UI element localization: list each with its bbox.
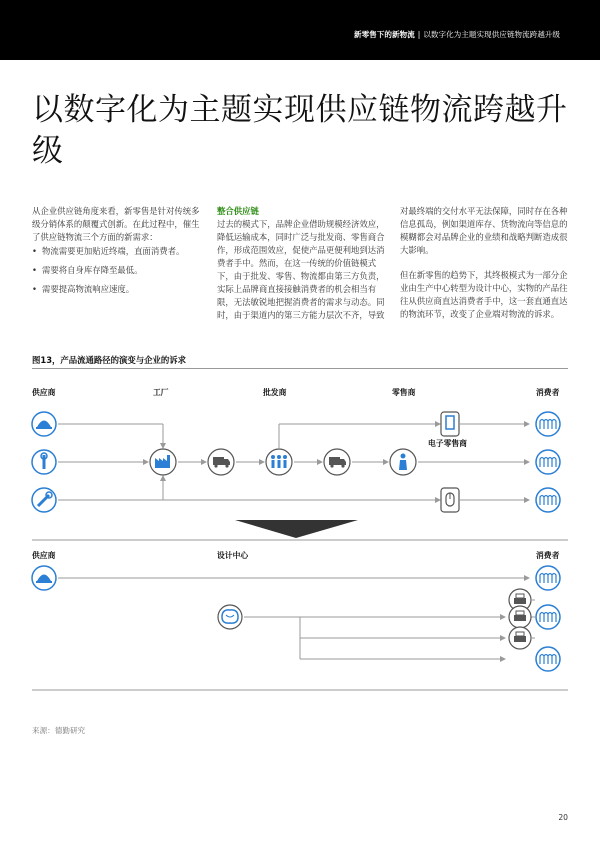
header-section: 新零售下的新物流 bbox=[354, 30, 415, 39]
consumer-icon bbox=[536, 488, 560, 512]
consumer-icon bbox=[536, 566, 560, 590]
consumer-icon bbox=[536, 605, 560, 629]
label-supplier-2: 供应商 bbox=[32, 551, 56, 560]
label-factory: 工厂 bbox=[153, 388, 169, 397]
printer-icon bbox=[509, 627, 531, 649]
label-design-center: 设计中心 bbox=[217, 551, 249, 560]
wrench-icon bbox=[32, 488, 56, 512]
label-retailer: 零售商 bbox=[392, 388, 416, 397]
list-item: • 需要提高物流响应速度。 bbox=[32, 283, 200, 296]
truck-icon bbox=[324, 449, 350, 475]
header-subtitle: 以数字化为主题实现供应链物流跨越升级 bbox=[423, 30, 560, 39]
page-number: 20 bbox=[558, 813, 568, 822]
people-icon bbox=[266, 449, 292, 475]
consumer-icon bbox=[536, 647, 560, 671]
brain-icon bbox=[218, 605, 242, 629]
printer-icon bbox=[509, 606, 531, 628]
body-paragraph: 过去的模式下，品牌企业借助规模经济效应，降低运输成本，同时广泛与批发商、零售商合作，形成范围效应，促使产品更便利地到达消费者手中。然而，在这一传统的价值链模式下，由于批发、零售、物流都由第三方负责，实际上品牌商直接接触消费者的机会相当有限，无法敏锐地把握消费者的需求与动态。同时，由于渠道内的第三方能力层次不齐，导致 bbox=[217, 219, 385, 320]
label-wholesaler: 批发商 bbox=[263, 388, 287, 397]
flow-lines-bottom bbox=[58, 578, 535, 659]
tool-icon bbox=[32, 450, 56, 474]
factory-icon bbox=[150, 449, 176, 475]
consumer-icon bbox=[536, 412, 560, 436]
truck-icon bbox=[208, 449, 234, 475]
hardhat-icon bbox=[32, 566, 56, 590]
list-item: • 需要将自身库存降至最低。 bbox=[32, 264, 200, 277]
label-e-retailer: 电子零售商 bbox=[428, 439, 467, 448]
body-paragraph: 对最终端的交付水平无法保障，同时存在各种信息孤岛，例如渠道库存、货物流向等信息的模糊都会对品牌企业的业绩和战略判断造成很大影响。 bbox=[400, 206, 568, 255]
consumer-icon bbox=[536, 450, 560, 474]
header-separator: | bbox=[417, 30, 421, 39]
phone-icon bbox=[441, 412, 459, 436]
list-item: • 物流需要更加贴近终端，直面消费者。 bbox=[32, 245, 200, 258]
intro-paragraph: 从企业供应链角度来看，新零售是针对传统多级分销体系的颠覆式创新。在此过程中，催生了供应链物流三个方面的新需求： bbox=[32, 206, 200, 242]
label-supplier: 供应商 bbox=[32, 388, 56, 397]
page-title: 以数字化为主题实现供应链物流跨越升级 bbox=[32, 92, 568, 169]
label-consumer-2: 消费者 bbox=[536, 551, 560, 560]
printer-links bbox=[531, 600, 535, 638]
mouse-icon bbox=[441, 488, 459, 512]
hardhat-icon bbox=[32, 412, 56, 436]
body-paragraph: 但在新零售的趋势下，其终极模式为一部分企业由生产中心转型为设计中心，实物的产品往往从供应商直达消费者手中，这一套直通直达的物流环节，改变了企业端对物流的诉求。 bbox=[400, 270, 568, 319]
section-heading: 整合供应链 bbox=[217, 206, 259, 216]
label-consumer: 消费者 bbox=[536, 388, 560, 397]
source-note: 来源：德勤研究 bbox=[32, 726, 86, 735]
transition-arrow bbox=[235, 520, 358, 538]
figure-title: 图13，产品流通路径的演变与企业的诉求 bbox=[32, 355, 187, 365]
person-icon bbox=[390, 449, 416, 475]
